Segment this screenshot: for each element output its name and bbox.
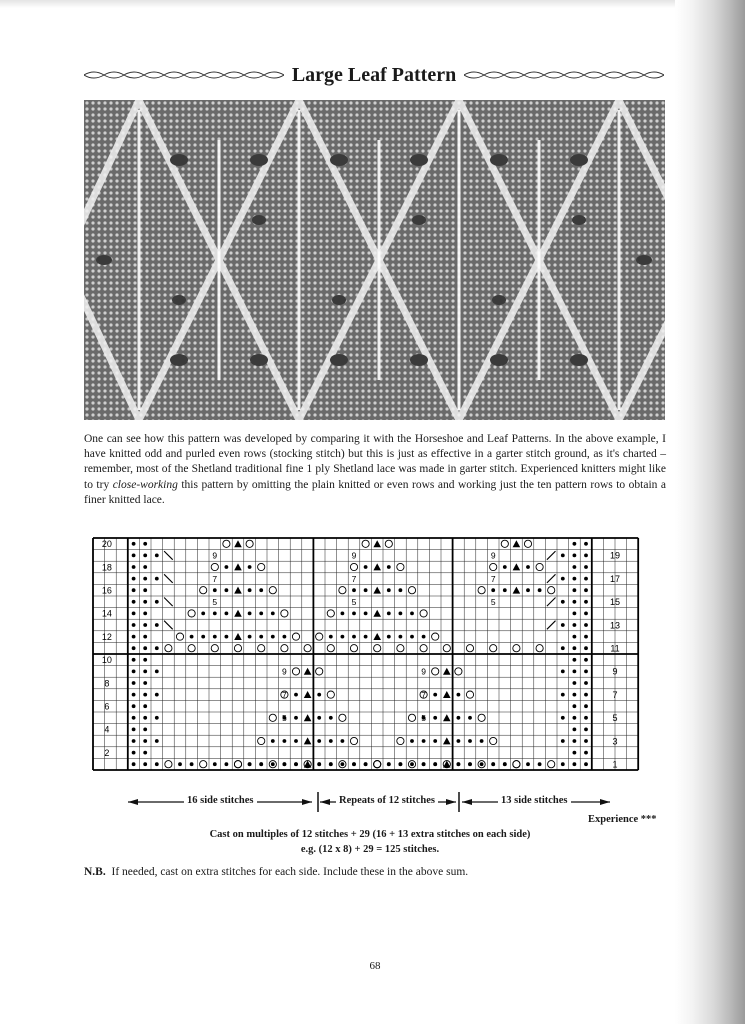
intro-emphasis: close-working <box>112 478 178 491</box>
scan-top-shadow <box>0 0 745 8</box>
row-label-left: 10 <box>101 655 112 666</box>
purl-dot <box>132 704 136 708</box>
purl-dot <box>573 600 577 604</box>
purl-dot <box>283 739 287 743</box>
purl-dot <box>329 762 333 766</box>
chart-grid <box>85 526 665 796</box>
purl-dot <box>143 716 147 720</box>
purl-dot <box>155 600 159 604</box>
purl-dot <box>584 716 588 720</box>
experience-rating: Experience *** <box>588 814 657 825</box>
purl-dot <box>387 612 391 616</box>
row-label-left: 2 <box>104 747 110 758</box>
purl-dot <box>526 565 530 569</box>
purl-dot <box>294 739 298 743</box>
purl-dot <box>132 577 136 581</box>
purl-dot <box>387 762 391 766</box>
row-label-left: 6 <box>104 701 110 712</box>
purl-dot <box>155 623 159 627</box>
row-marker: 5 <box>282 713 287 724</box>
purl-dot <box>480 739 484 743</box>
purl-dot <box>584 612 588 616</box>
purl-dot <box>155 577 159 581</box>
nb-note <box>84 866 666 878</box>
purl-dot <box>573 646 577 650</box>
purl-dot <box>573 739 577 743</box>
row-label-right: 1 <box>612 759 618 770</box>
purl-dot <box>584 542 588 546</box>
purl-dot <box>399 762 403 766</box>
purl-dot <box>573 588 577 592</box>
purl-dot <box>271 739 275 743</box>
purl-dot <box>341 635 345 639</box>
row-marker: 5 <box>490 597 496 608</box>
purl-dot <box>132 542 136 546</box>
purl-dot <box>433 739 437 743</box>
purl-dot <box>561 716 565 720</box>
purl-dot <box>259 762 263 766</box>
row-marker: 7 <box>490 573 496 584</box>
row-marker: 9 <box>351 550 357 561</box>
purl-dot <box>573 762 577 766</box>
purl-dot <box>271 612 275 616</box>
purl-dot <box>155 554 159 558</box>
purl-dot <box>561 554 565 558</box>
purl-dot <box>143 739 147 743</box>
purl-dot <box>573 635 577 639</box>
purl-dot <box>561 693 565 697</box>
row-marker: 5 <box>421 713 426 724</box>
purl-dot <box>573 542 577 546</box>
purl-dot <box>143 577 147 581</box>
purl-dot <box>143 612 147 616</box>
row-label-left: 14 <box>101 608 112 619</box>
purl-dot <box>317 716 321 720</box>
purl-dot <box>573 577 577 581</box>
purl-dot <box>225 635 229 639</box>
purl-dot <box>283 762 287 766</box>
row-label-right: 5 <box>612 713 618 724</box>
purl-dot <box>132 658 136 662</box>
purl-dot <box>155 693 159 697</box>
purl-dot <box>259 612 263 616</box>
purl-dot <box>433 716 437 720</box>
purl-dot <box>468 739 472 743</box>
purl-dot <box>573 693 577 697</box>
purl-dot <box>573 681 577 685</box>
purl-dot <box>352 588 356 592</box>
purl-dot <box>387 565 391 569</box>
purl-dot <box>584 658 588 662</box>
chart-background <box>85 526 665 796</box>
row-marker: 7 <box>421 689 426 700</box>
purl-dot <box>317 693 321 697</box>
purl-dot <box>573 612 577 616</box>
purl-dot <box>573 751 577 755</box>
purl-dot <box>248 565 252 569</box>
purl-dot <box>132 646 136 650</box>
purl-dot <box>132 565 136 569</box>
purl-dot <box>584 681 588 685</box>
purl-dot <box>503 588 507 592</box>
purl-dot <box>584 635 588 639</box>
purl-dot <box>584 751 588 755</box>
purl-dot <box>143 588 147 592</box>
purl-dot <box>201 635 205 639</box>
purl-dot <box>248 635 252 639</box>
purl-dot <box>132 600 136 604</box>
purl-dot <box>538 762 542 766</box>
row-label-right: 19 <box>609 550 621 561</box>
purl-dot <box>294 762 298 766</box>
purl-dot <box>352 762 356 766</box>
nb-label: N.B. <box>84 866 106 878</box>
purl-dot <box>143 681 147 685</box>
purl-dot <box>317 739 321 743</box>
purl-dot <box>433 762 437 766</box>
purl-dot <box>491 588 495 592</box>
purl-dot <box>132 693 136 697</box>
purl-dot <box>584 739 588 743</box>
purl-dot <box>573 704 577 708</box>
purl-dot <box>573 728 577 732</box>
purl-dot <box>143 658 147 662</box>
page-title: Large Leaf Pattern <box>291 63 457 86</box>
purl-dot <box>294 716 298 720</box>
intro-paragraph <box>84 432 666 508</box>
purl-dot <box>132 635 136 639</box>
purl-dot <box>457 716 461 720</box>
purl-dot <box>584 728 588 732</box>
right-ornament-icon <box>464 68 664 82</box>
purl-dot <box>132 623 136 627</box>
row-label-right: 15 <box>609 597 621 608</box>
purl-dot <box>584 600 588 604</box>
cast-on-line-1: Cast on multiples of 12 stitches + 29 (16 + 13 extra stitches on each side) <box>209 829 531 840</box>
row-label-left: 20 <box>101 539 112 550</box>
stitch-sections <box>80 792 640 812</box>
purl-dot <box>584 577 588 581</box>
purl-dot <box>225 588 229 592</box>
row-label-left: 16 <box>101 585 112 596</box>
page-number: 68 <box>369 960 381 972</box>
purl-dot <box>143 762 147 766</box>
purl-dot <box>584 565 588 569</box>
row-label-right: 9 <box>612 666 618 677</box>
purl-dot <box>573 716 577 720</box>
purl-dot <box>259 635 263 639</box>
purl-dot <box>352 635 356 639</box>
purl-dot <box>213 635 217 639</box>
purl-dot <box>317 762 321 766</box>
purl-dot <box>584 554 588 558</box>
purl-dot <box>399 635 403 639</box>
purl-dot <box>132 554 136 558</box>
purl-dot <box>341 612 345 616</box>
purl-dot <box>584 693 588 697</box>
purl-dot <box>561 600 565 604</box>
purl-dot <box>584 588 588 592</box>
purl-dot <box>561 646 565 650</box>
purl-dot <box>480 762 484 766</box>
purl-dot <box>561 577 565 581</box>
purl-dot <box>422 739 426 743</box>
purl-dot <box>248 612 252 616</box>
purl-dot <box>584 623 588 627</box>
purl-dot <box>248 588 252 592</box>
purl-dot <box>178 762 182 766</box>
row-marker: 9 <box>421 666 426 677</box>
purl-dot <box>155 762 159 766</box>
purl-dot <box>143 704 147 708</box>
knitted-lace-photo-icon <box>84 100 665 420</box>
purl-dot <box>259 588 263 592</box>
purl-dot <box>190 762 194 766</box>
row-label-left: 8 <box>104 678 110 689</box>
row-marker: 9 <box>282 666 287 677</box>
purl-dot <box>526 762 530 766</box>
purl-dot <box>155 739 159 743</box>
purl-dot <box>143 554 147 558</box>
purl-dot <box>422 762 426 766</box>
purl-dot <box>573 623 577 627</box>
purl-dot <box>503 565 507 569</box>
purl-dot <box>468 716 472 720</box>
row-label-right: 3 <box>612 736 618 747</box>
purl-dot <box>132 739 136 743</box>
cast-on-instructions <box>150 827 590 857</box>
knitting-chart <box>85 526 665 796</box>
purl-dot <box>526 588 530 592</box>
row-marker: 7 <box>351 573 357 584</box>
purl-dot <box>143 728 147 732</box>
purl-dot <box>143 635 147 639</box>
purl-dot <box>143 565 147 569</box>
purl-dot <box>225 612 229 616</box>
purl-dot <box>143 646 147 650</box>
nb-text: If needed, cast on extra stitches for each side. Include these in the above sum. <box>111 866 469 878</box>
purl-dot <box>584 670 588 674</box>
purl-dot <box>584 762 588 766</box>
purl-dot <box>410 612 414 616</box>
purl-dot <box>422 635 426 639</box>
row-marker: 9 <box>490 550 496 561</box>
purl-dot <box>132 588 136 592</box>
purl-dot <box>213 588 217 592</box>
purl-dot <box>143 600 147 604</box>
row-label-right: 17 <box>609 573 621 584</box>
row-label-right: 13 <box>609 620 621 631</box>
purl-dot <box>143 751 147 755</box>
purl-dot <box>364 762 368 766</box>
purl-dot <box>387 635 391 639</box>
purl-dot <box>433 693 437 697</box>
row-label-left: 18 <box>101 562 112 573</box>
purl-dot <box>457 739 461 743</box>
purl-dot <box>143 542 147 546</box>
purl-dot <box>190 635 194 639</box>
purl-dot <box>329 716 333 720</box>
purl-dot <box>468 762 472 766</box>
purl-dot <box>491 762 495 766</box>
purl-dot <box>248 762 252 766</box>
row-label-right: 11 <box>610 643 620 654</box>
left-side-label: 16 side stitches <box>184 795 257 806</box>
row-marker: 5 <box>351 597 357 608</box>
purl-dot <box>143 693 147 697</box>
purl-dot <box>329 739 333 743</box>
purl-dot <box>561 762 565 766</box>
purl-dot <box>143 623 147 627</box>
purl-dot <box>387 588 391 592</box>
intro-text-2: this pattern by omitting the plain knitted or even rows and working just the ten pattern rows to obtain a finer knitted lace. <box>84 478 666 506</box>
row-label-left: 4 <box>104 724 110 735</box>
purl-dot <box>132 670 136 674</box>
cast-on-line-2: e.g. (12 x 8) + 29 = 125 stitches. <box>300 844 440 855</box>
purl-dot <box>410 635 414 639</box>
purl-dot <box>410 739 414 743</box>
purl-dot <box>225 565 229 569</box>
purl-dot <box>132 728 136 732</box>
purl-dot <box>573 658 577 662</box>
purl-dot <box>573 670 577 674</box>
purl-dot <box>294 693 298 697</box>
row-marker: 7 <box>212 573 218 584</box>
purl-dot <box>399 612 403 616</box>
row-label-right: 7 <box>612 689 618 700</box>
purl-dot <box>329 635 333 639</box>
purl-dot <box>584 704 588 708</box>
purl-dot <box>155 716 159 720</box>
purl-dot <box>155 670 159 674</box>
purl-dot <box>132 751 136 755</box>
purl-dot <box>341 762 345 766</box>
purl-dot <box>584 646 588 650</box>
purl-dot <box>410 762 414 766</box>
purl-dot <box>271 762 275 766</box>
purl-dot <box>271 635 275 639</box>
repeat-label: Repeats of 12 stitches <box>336 795 438 806</box>
intro-text-1: One can see how this pattern was developed by comparing it with the Horseshoe and Leaf Patterns. In the above example, I have knitted odd and purled even rows (stocking stitch) but this is just as effective in a garter stitch ground, as it's charted – remember, most of the Shetland traditional fine 1 ply Shetland lace was made in garter stitch. Experienced knitters might like to try <box>84 433 666 491</box>
purl-dot <box>573 554 577 558</box>
purl-dot <box>364 565 368 569</box>
row-marker: 9 <box>212 550 218 561</box>
purl-dot <box>399 588 403 592</box>
purl-dot <box>573 565 577 569</box>
page-header <box>85 60 663 90</box>
left-ornament-icon <box>84 68 284 82</box>
purl-dot <box>457 693 461 697</box>
purl-dot <box>538 588 542 592</box>
purl-dot <box>283 635 287 639</box>
purl-dot <box>132 612 136 616</box>
purl-dot <box>213 612 217 616</box>
right-side-label: 13 side stitches <box>498 795 571 806</box>
lace-photo <box>84 100 665 420</box>
purl-dot <box>364 612 368 616</box>
row-marker: 7 <box>282 689 287 700</box>
purl-dot <box>457 762 461 766</box>
purl-dot <box>225 762 229 766</box>
purl-dot <box>341 739 345 743</box>
purl-dot <box>364 635 368 639</box>
purl-dot <box>503 762 507 766</box>
row-label-left: 12 <box>101 631 112 642</box>
purl-dot <box>143 670 147 674</box>
book-spine-shadow <box>675 0 745 1024</box>
purl-dot <box>155 646 159 650</box>
purl-dot <box>132 681 136 685</box>
purl-dot <box>201 612 205 616</box>
purl-dot <box>352 612 356 616</box>
row-marker: 5 <box>212 597 218 608</box>
purl-dot <box>561 739 565 743</box>
purl-dot <box>132 762 136 766</box>
purl-dot <box>561 670 565 674</box>
purl-dot <box>561 623 565 627</box>
purl-dot <box>213 762 217 766</box>
purl-dot <box>132 716 136 720</box>
purl-dot <box>364 588 368 592</box>
